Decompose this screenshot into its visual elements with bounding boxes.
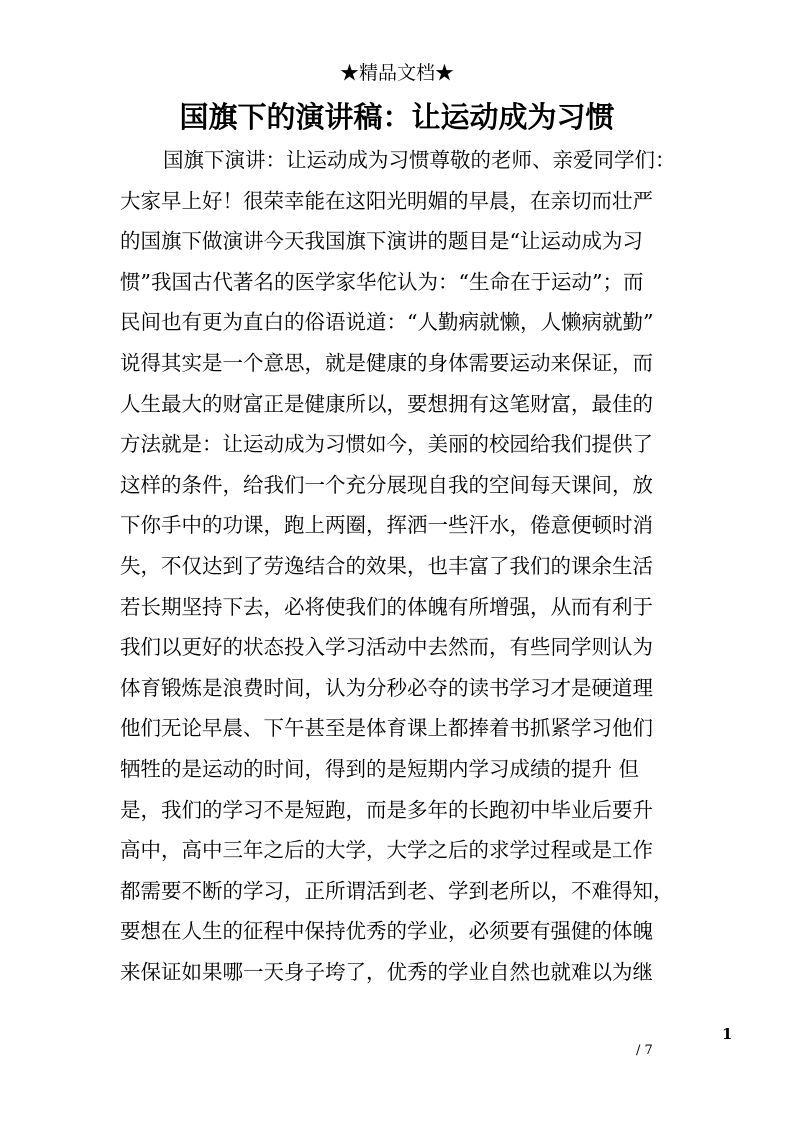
text-line: 都需要不断的学习，正所谓活到老、学到老所以，不难得知， [120, 878, 674, 903]
text-line: 是，我们的学习不是短跑，而是多年的长跑初中毕业后要升 [120, 797, 653, 822]
text-line: 我们以更好的状态投入学习活动中去然而，有些同学则认为 [120, 635, 653, 660]
text-line: 方法就是：让运动成为习惯如今，美丽的校园给我们提供了 [120, 432, 653, 457]
text-line: 国旗下演讲：让运动成为习惯尊敬的老师、亲爱同学们： [163, 148, 676, 172]
text-line: 失，不仅达到了劳逸结合的效果，也丰富了我们的课余生活 [120, 553, 653, 578]
text-line: 若长期坚持下去，必将使我们的体魄有所增强，从而有利于 [120, 594, 653, 619]
page-number: 1 [722, 1025, 733, 1043]
text-line: 要想在人生的征程中保持优秀的学业，必须要有强健的体魄 [120, 919, 653, 944]
text-line: 体育锻炼是浪费时间，认为分秒必夺的读书学习才是硬道理 [120, 675, 653, 700]
text-line: 这样的条件，给我们一个充分展现自我的空间每天课间，放 [120, 472, 653, 497]
document-title: 国旗下的演讲稿：让运动成为习惯 [179, 100, 615, 134]
text-line: 大家早上好！很荣幸能在这阳光明媚的早晨，在亲切而壮严 [120, 188, 653, 213]
page-header: ★精品文档★ [339, 62, 454, 84]
text-line: 牺牲的是运动的时间，得到的是短期内学习成绩的提升 但 [120, 756, 640, 781]
page-total: / 7 [636, 1043, 653, 1058]
text-line: 高中，高中三年之后的大学，大学之后的求学过程或是工作 [120, 838, 653, 863]
text-line: 人生最大的财富正是健康所以，要想拥有这笔财富，最佳的 [120, 391, 653, 416]
text-line: 他们无论早晨、下午甚至是体育课上都捧着书抓紧学习他们 [120, 716, 653, 741]
text-line: 说得其实是一个意思，就是健康的身体需要运动来保证，而 [120, 350, 653, 375]
text-line: 民间也有更为直白的俗语说道：“人勤病就懒，人懒病就勤” [120, 310, 654, 335]
text-line: 下你手中的功课，跑上两圈，挥洒一些汗水，倦意便顿时消 [120, 513, 653, 538]
text-line: 的国旗下做演讲今天我国旗下演讲的题目是“让运动成为习 [120, 229, 643, 254]
body-text [120, 140, 680, 992]
text-line: 惯”我国古代著名的医学家华佗认为：“生命在于运动”；而 [120, 269, 644, 294]
text-line: 来保证如果哪一天身子垮了，优秀的学业自然也就难以为继 [120, 959, 653, 984]
